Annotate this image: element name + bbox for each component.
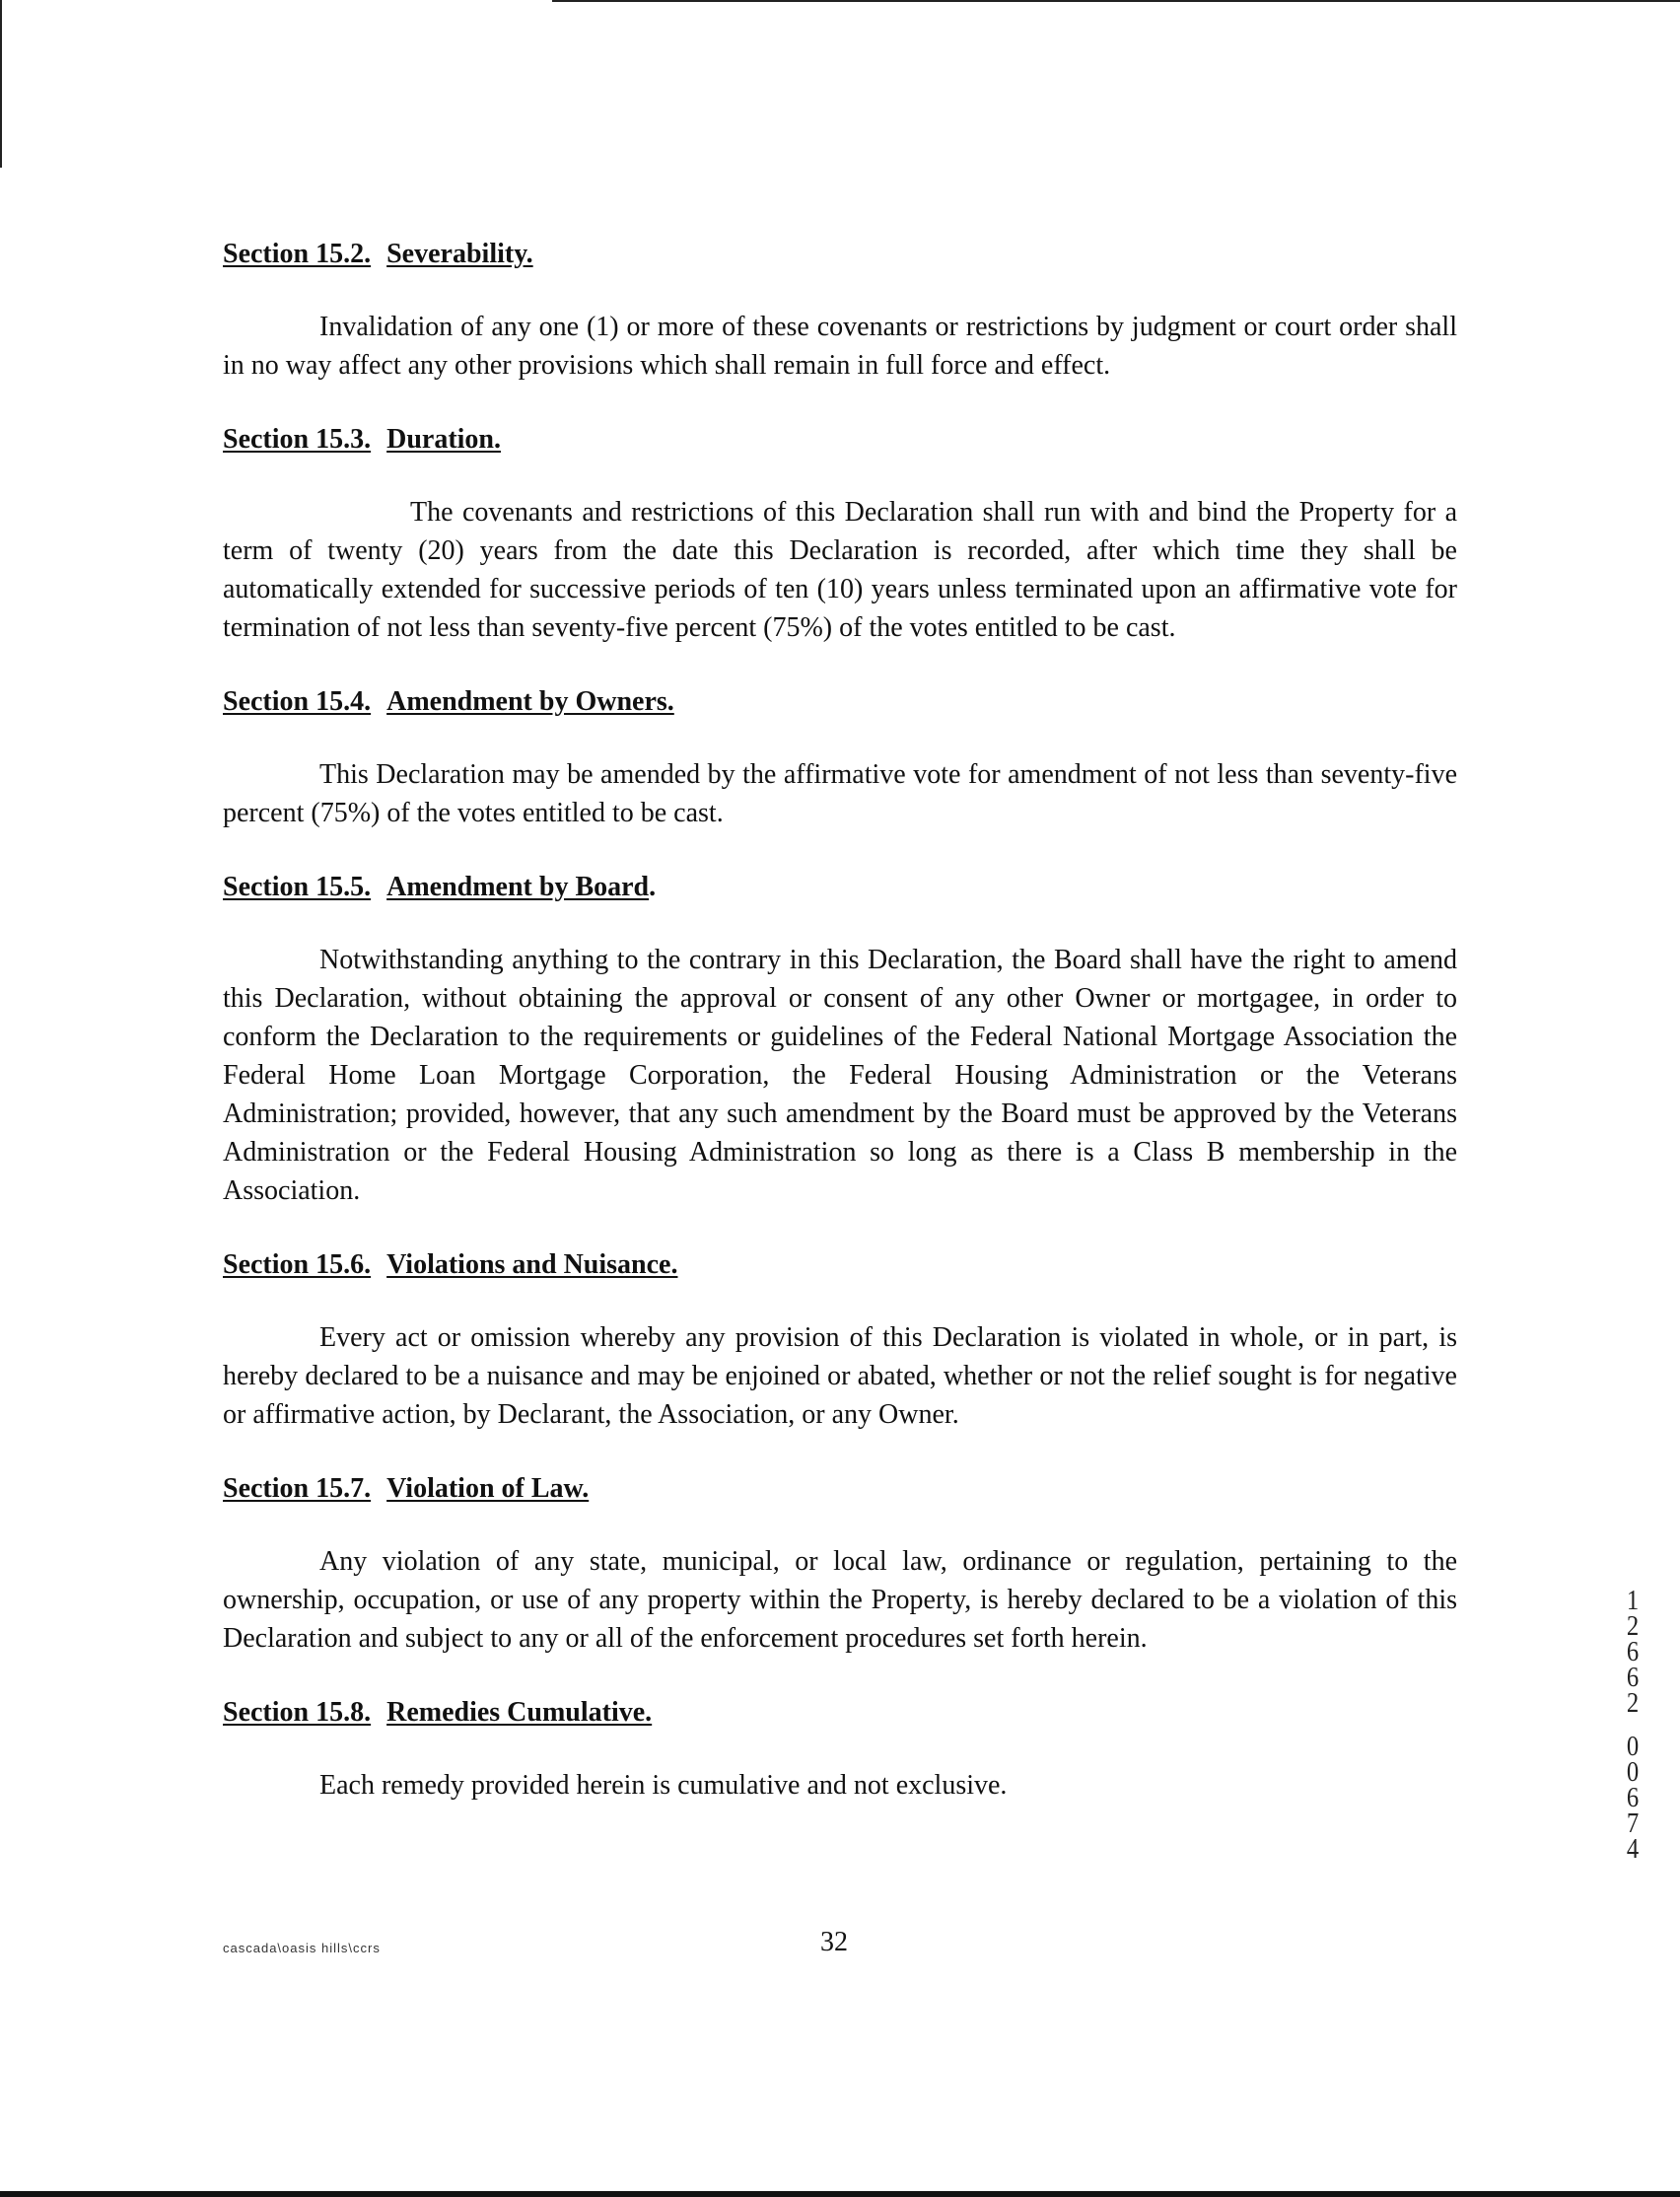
section-title: Duration. [386, 424, 502, 455]
section-heading [223, 682, 1457, 722]
section-heading [223, 1245, 1457, 1285]
section-number: Section 15.5. [223, 872, 372, 902]
section-body: Every act or omission whereby any provision of this Declaration is violated in whole, or in part, is hereby declared to be a nuisance and may be enjoined or abated, whether or not the relief sought is for negative or affirmative action, by Declarant, the Association, or any Owner. [223, 1322, 1457, 1430]
stamp-digit: 4 [1626, 1833, 1640, 1865]
section-title: Remedies Cumulative. [386, 1697, 653, 1728]
page-number: 32 [820, 1927, 848, 1957]
scan-edge-left [0, 0, 2, 168]
section-15-5 [223, 868, 1457, 1210]
stamp-digit: 6 [1626, 1662, 1640, 1693]
section-15-4 [223, 682, 1457, 832]
section-heading [223, 1469, 1457, 1509]
scan-edge-top [552, 0, 1680, 2]
section-number: Section 15.7. [223, 1473, 372, 1504]
section-number: Section 15.6. [223, 1249, 372, 1280]
document-page [223, 235, 1457, 1840]
section-number: Section 15.4. [223, 686, 372, 717]
stamp-digit: 2 [1626, 1687, 1640, 1719]
stamp-digit: 1 [1626, 1585, 1640, 1616]
section-body: This Declaration may be amended by the affirmative vote for amendment of not less than seventy-five percent (75%) of the votes entitled to be cast. [223, 759, 1457, 828]
stamp-digit: 6 [1626, 1636, 1640, 1667]
section-15-2 [223, 235, 1457, 385]
stamp-digit: 2 [1626, 1610, 1640, 1642]
section-body: The covenants and restrictions of this Declaration shall run with and bind the Property for a term of twenty (20) years from the date this Declaration is recorded, after which time they shall be automatically extended for successive periods of ten (10) years unless terminated upon an affirmative vote for termination of not less than seventy-five percent (75%) of the votes entitled to be cast. [223, 497, 1457, 643]
section-title: Violations and Nuisance. [386, 1249, 678, 1280]
section-title: Severability. [386, 239, 533, 269]
section-15-7 [223, 1469, 1457, 1658]
section-title: Amendment by Board [386, 872, 650, 902]
stamp-digit: 6 [1626, 1782, 1640, 1813]
section-15-8 [223, 1693, 1457, 1805]
section-heading [223, 1693, 1457, 1733]
section-15-6 [223, 1245, 1457, 1434]
file-path: cascada\oasis hills\ccrs [223, 1941, 381, 1955]
section-number: Section 15.3. [223, 424, 372, 455]
recording-stamp [1613, 1585, 1652, 1865]
stamp-digit: 0 [1626, 1731, 1640, 1762]
section-title: Amendment by Owners. [386, 686, 674, 717]
section-heading: Section 15.5. Amendment by Board. [223, 872, 657, 902]
stamp-digit: 0 [1626, 1756, 1640, 1788]
section-15-3 [223, 420, 1457, 647]
section-body: Invalidation of any one (1) or more of these covenants or restrictions by judgment or court order shall in no way affect any other provisions which shall remain in full force and effect. [223, 312, 1457, 381]
section-body: Any violation of any state, municipal, or local law, ordinance or regulation, pertaining to the ownership, occupation, or use of any property within the Property, is hereby declared to be a violation of this Declaration and subject to any or all of the enforcement procedures set forth herein. [223, 1546, 1457, 1654]
page-footer [223, 1927, 1457, 1966]
section-body: Each remedy provided herein is cumulative and not exclusive. [319, 1770, 1008, 1801]
section-body: Notwithstanding anything to the contrary in this Declaration, the Board shall have the right to amend this Declaration, without obtaining the approval or consent of any other Owner or mortgagee, in order to conform the Declaration to the requirements or guidelines of the Federal National Mortgage Association the Federal Home Loan Mortgage Corporation, the Federal Housing Administration or the Veterans Administration; provided, however, that any such amendment by the Board must be approved by the Veterans Administration or the Federal Housing Administration so long as there is a Class B membership in the Association. [223, 945, 1457, 1206]
section-number: Section 15.8. [223, 1697, 372, 1728]
section-number: Section 15.2. [223, 239, 372, 269]
section-title: Violation of Law. [386, 1473, 590, 1504]
scan-edge-bottom [0, 2191, 1680, 2197]
section-heading [223, 420, 1457, 460]
section-heading [223, 235, 1457, 274]
stamp-digit: 7 [1626, 1807, 1640, 1839]
